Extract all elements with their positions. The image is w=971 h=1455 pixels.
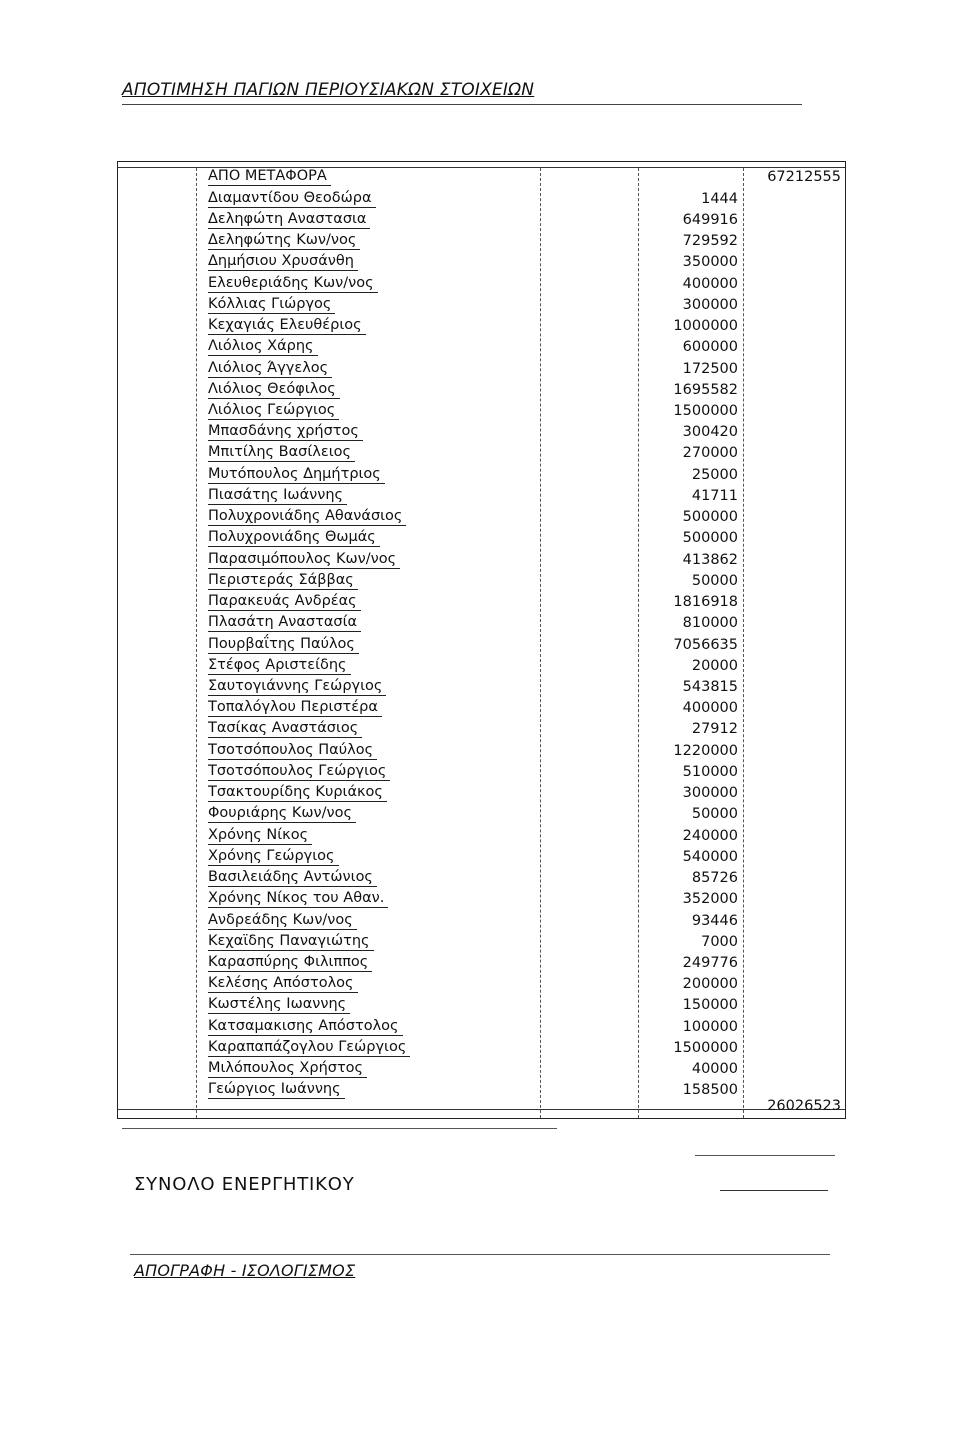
row-value: 1220000 [673,742,738,759]
row-value: 300420 [682,424,738,441]
row-value: 27912 [691,721,738,738]
row-value: 500000 [682,509,738,526]
row-name: Παρακευάς Ανδρέας [208,593,361,611]
table-row [118,315,845,336]
table-row [118,379,845,400]
table-row [118,209,845,230]
row-value: 600000 [682,339,738,356]
row-name: Τοπαλόγλου Περιστέρα [208,699,382,717]
row-value: 400000 [682,700,738,717]
row-name: Δεληφώτη Αναστασια [208,211,370,229]
row-name: Λιόλιος Γεώργιος [208,402,339,420]
table-row [118,909,845,930]
table-row [118,1037,845,1058]
table-row [118,1015,845,1036]
table-row [118,463,845,484]
table-row [118,294,845,315]
row-value: 40000 [691,1061,738,1078]
total-rule-bottom [720,1190,828,1191]
row-name: Μιλόπουλος Χρήστος [208,1060,367,1078]
table-row [118,612,845,633]
grand-total-row [118,1095,845,1116]
row-name: Μυτόπουλος Δημήτριος [208,466,385,484]
table-row [118,655,845,676]
table-row [118,251,845,272]
row-name: Πολυχρονιάδης Αθανάσιος [208,508,406,526]
row-name: Βασιλειάδης Αντώνιος [208,869,377,887]
table-row [118,570,845,591]
row-value: 240000 [682,827,738,844]
row-name: Δημήσιου Χρυσάνθη [208,253,358,271]
title-rule [122,104,802,105]
row-value: 85726 [691,870,738,887]
row-name: Σαυτογιάννης Γεώργιος [208,678,386,696]
valuation-table [117,161,846,1119]
row-name: Χρόνης Νίκος [208,827,312,845]
row-value: 20000 [691,657,738,674]
row-value: 200000 [682,976,738,993]
row-name: Κελέσης Απόστολος [208,975,358,993]
row-name: Δεληφώτης Κων/νος [208,232,360,250]
row-name: Λιόλιος Άγγελος [208,360,332,378]
table-row [118,824,845,845]
document-title: ΑΠΟΤΙΜΗΣΗ ΠΑΓΙΩΝ ΠΕΡΙΟΥΣΙΑΚΩΝ ΣΤΟΙΧΕΙΩΝ [122,80,535,100]
row-value: 100000 [682,1018,738,1035]
table-row [118,952,845,973]
row-value: 300000 [682,296,738,313]
row-name: Καραπαπάζογλου Γεώργιος [208,1039,410,1057]
table-row [118,867,845,888]
table-row [118,697,845,718]
table-row [118,973,845,994]
table-row [118,994,845,1015]
table-row [118,1058,845,1079]
row-name: Χρόνης Νίκος του Αθαν. [208,890,388,908]
row-name: Τσοτσόπουλος Παύλος [208,742,377,760]
table-row [118,442,845,463]
row-name: Διαμαντίδου Θεοδώρα [208,190,376,208]
row-value: 729592 [682,233,738,250]
row-value: 1000000 [673,318,738,335]
row-value: 1500000 [673,1039,738,1056]
row-value: 25000 [691,466,738,483]
table-row [118,803,845,824]
table-row [118,527,845,548]
row-name: Κωστέλης Ιωαννης [208,996,350,1014]
total-assets-label: ΣΥΝΟΛΟ ΕΝΕΡΓΗΤΙΚΟΥ [134,1174,355,1195]
table-row [118,272,845,293]
row-name: Πιασάτης Ιωάννης [208,487,347,505]
row-value: 540000 [682,848,738,865]
row-name: Πολυχρονιάδης Θωμάς [208,529,380,547]
row-value: 1500000 [673,402,738,419]
row-value: 1444 [701,190,738,207]
row-name: Καρασπύρης Φιλιππος [208,954,372,972]
row-name: Ανδρεάδης Κων/νος [208,912,357,930]
row-name: Πλασάτη Αναστασία [208,614,361,632]
row-value: 510000 [682,763,738,780]
row-value: 172500 [682,360,738,377]
row-value: 50000 [691,572,738,589]
row-value: 400000 [682,275,738,292]
carry-over-total: 67212555 [767,169,841,186]
table-row [118,718,845,739]
row-name: Τσοτσόπουλος Γεώργιος [208,763,390,781]
row-name: Κεχαγιάς Ελευθέριος [208,317,366,335]
table-row [118,421,845,442]
row-name: Κατσαμακισης Απόστολος [208,1018,403,1036]
row-value: 41711 [691,487,738,504]
row-value: 352000 [682,891,738,908]
row-name: Κόλλιας Γιώργος [208,296,335,314]
row-name: Κεχαϊδης Παναγιώτης [208,933,374,951]
row-name: Φουριάρης Κων/νος [208,805,356,823]
table-row [118,506,845,527]
table-row [118,739,845,760]
row-name: Χρόνης Γεώργιος [208,848,339,866]
row-value: 543815 [682,678,738,695]
table-row [118,230,845,251]
carry-over-label: ΑΠΟ ΜΕΤΑΦΟΡΑ [208,168,331,186]
row-value: 1695582 [673,381,738,398]
row-value: 350000 [682,254,738,271]
row-value: 7000 [701,933,738,950]
row-name: Πουρβαΐτης Παύλος [208,636,359,654]
row-name: Ελευθεριάδης Κων/νος [208,275,378,293]
row-name: Μπιτίλης Βασίλειος [208,444,355,462]
row-value: 249776 [682,954,738,971]
row-name: Περιστεράς Σάββας [208,572,358,590]
table-row [118,548,845,569]
row-value: 413862 [682,551,738,568]
table-row [118,485,845,506]
table-row [118,400,845,421]
table-row [118,782,845,803]
table-row [118,931,845,952]
table-row [118,188,845,209]
row-name: Τσακτουρίδης Κυριάκος [208,784,387,802]
row-name: Παρασιμόπουλος Κων/νος [208,551,400,569]
row-value: 810000 [682,615,738,632]
row-value: 500000 [682,530,738,547]
table-under-rule [122,1128,557,1129]
row-name: Γεώργιος Ιωάννης [208,1081,345,1099]
table-row [118,888,845,909]
row-value: 7056635 [673,636,738,653]
table-row [118,761,845,782]
footer-rule [130,1254,830,1255]
row-value: 150000 [682,997,738,1014]
table-row [118,357,845,378]
row-value: 270000 [682,445,738,462]
table-row [118,633,845,654]
row-name: Λιόλιος Θεόφιλος [208,381,340,399]
total-rule-top [695,1155,835,1156]
footer-title: ΑΠΟΓΡΑΦΗ - ΙΣΟΛΟΓΙΣΜΟΣ [134,1261,356,1280]
row-value: 300000 [682,785,738,802]
row-value: 158500 [682,1082,738,1099]
row-name: Λιόλιος Χάρης [208,338,318,356]
table-row [118,846,845,867]
row-value: 93446 [691,912,738,929]
row-name: Στέφος Αριστείδης [208,657,351,675]
row-value: 649916 [682,211,738,228]
row-value: 50000 [691,806,738,823]
row-name: Τασίκας Αναστάσιος [208,720,362,738]
table-row [118,336,845,357]
row-name: Μπασδάνης χρήστος [208,423,363,441]
grand-total-value: 26026523 [767,1098,841,1115]
table-row [118,676,845,697]
carry-over-row [118,166,845,187]
table-row [118,591,845,612]
row-value: 1816918 [673,594,738,611]
